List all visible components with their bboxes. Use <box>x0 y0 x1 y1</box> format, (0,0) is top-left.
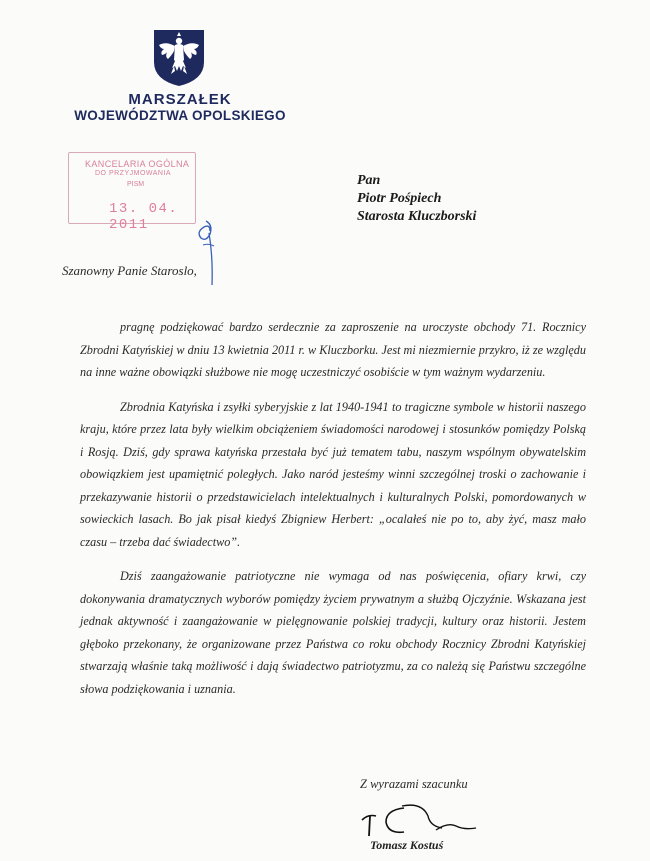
paragraph-katyn: Zbrodnia Katyńska i zsyłki syberyjskie z lat 1940-1941 to tragiczne symbole w historii naszego kraju, które przez lata były wielkim obciążeniem świadomości narodowej i stosunków pomiędzy Polską i Rosją. Dziś, gdy sprawa katyńska przestała być już tematem tabu, naszym wspólnym obywatelskim obowiązkiem jest upamiętnić poległych. Jako naród jesteśmy winni szczególnej troski o zachowanie i przekazywanie historii o przedstawicielach intelektualnych i kulturalnych Polski, pomordowanych w sowieckich lasach. Bo jak pisał kiedyś Zbigniew Herbert: „ocalałeś nie po to, aby żyć, masz mało czasu – trzeba dać świadectwo”. <box>80 399 586 549</box>
stamp-date: 13. 04. 2011 <box>109 201 179 233</box>
recipient-honorific: Pan <box>357 173 381 188</box>
paragraph-thanks: pragnę podziękować bardzo serdecznie za zaproszenie na uroczyste obchody 71. Rocznicy Zbrodni Katyńskiej w dniu 13 kwietnia 2011 r. w Kluczborku. Jest mi niezmiernie przykro, iż ze względu na inne ważne obowiązki służbowe nie mogę uczestniczyć osobiście w tym ważnym wydarzeniu. <box>80 320 586 379</box>
stamp-label: PISM <box>127 181 145 188</box>
voivodeship-name: WOJEWÓDZTWA OPOLSKIEGO <box>74 108 286 123</box>
recipient-title: Starosta Kluczborski <box>357 209 477 224</box>
stamp-purpose: DO PRZYJMOWANIA <box>95 170 172 177</box>
marshal-title: MARSZAŁEK <box>128 91 232 108</box>
salutation: Szanowny Panie Staroslo, <box>62 263 197 278</box>
recipient-block <box>357 172 476 226</box>
closing-phrase: Z wyrazami szacunku <box>360 777 468 791</box>
stamp-office: KANCELARIA OGÓLNA <box>85 159 190 169</box>
signer-name: Tomasz Kostuś <box>370 838 444 852</box>
white-eagle-crest-icon <box>150 28 208 88</box>
received-stamp <box>68 152 196 233</box>
recipient-name: Piotr Pośpiech <box>357 191 442 206</box>
letter-body <box>80 316 586 712</box>
handwritten-signature-icon <box>356 792 486 840</box>
paragraph-patriotism: Dziś zaangażowanie patriotyczne nie wymaga od nas poświęcenia, ofiary krwi, czy dokonywania dramatycznych wyborów pomiędzy życiem prywatnym a służbą Ojczyźnie. Wskazana jest jednak aktywność i zaangażowanie w pielęgnowanie polskiej tradycji, kultury oraz historii. Jestem głęboko przekonany, że organizowane przez Państwa co roku obchody Rocznicy Zbrodni Katyńskiej stwarzają właśnie taką możliwość i dają świadectwo patriotyzmu, za co należą się Państwu szczególne słowa podziękowania i uznania. <box>80 569 586 696</box>
